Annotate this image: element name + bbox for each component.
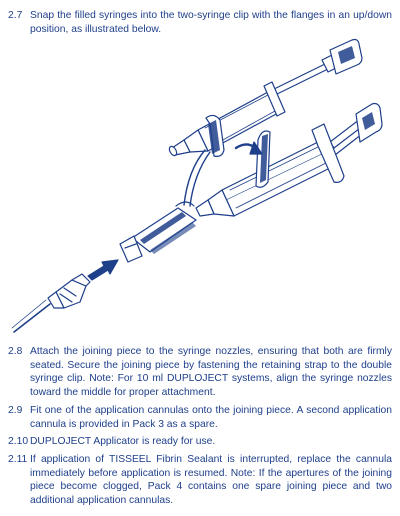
step-text: Snap the filled syringes into the two-syringe clip with the flanges in an up/down position, as illustrated below. bbox=[30, 10, 392, 35]
insertion-arrow bbox=[88, 260, 118, 280]
step-text: Fit one of the application cannulas onto the joining piece. A second application cannula is provided in Pack 3 as a spare. bbox=[30, 405, 392, 430]
step-number: 2.11 bbox=[8, 454, 28, 465]
step-number: 2.8 bbox=[8, 346, 23, 357]
step-number: 2.9 bbox=[8, 405, 23, 416]
step-number: 2.10 bbox=[8, 436, 29, 447]
clip-body bbox=[256, 131, 270, 187]
application-cannula bbox=[12, 274, 90, 332]
step-text: Attach the joining piece to the syringe nozzles, ensuring that both are firmly seated. Secure the joining piece by fastening the retaining strap to the double syringe clip. Note: For 10 ml DUPLOJECT systems, align the syringe nozzles toward the middle for proper attachment. bbox=[30, 346, 392, 398]
step-text: If application of TISSEEL Fibrin Sealant is interrupted, replace the cannula immediately before application is resumed. Note: If the apertures of the joining piece become clogged, Pack 4 contains one spare joining piece and two additional application cannulas. bbox=[30, 454, 392, 506]
joining-piece bbox=[120, 202, 196, 262]
step-text: DUPLOJECT Applicator is ready for use. bbox=[30, 436, 216, 447]
step-number: 2.7 bbox=[8, 10, 23, 21]
